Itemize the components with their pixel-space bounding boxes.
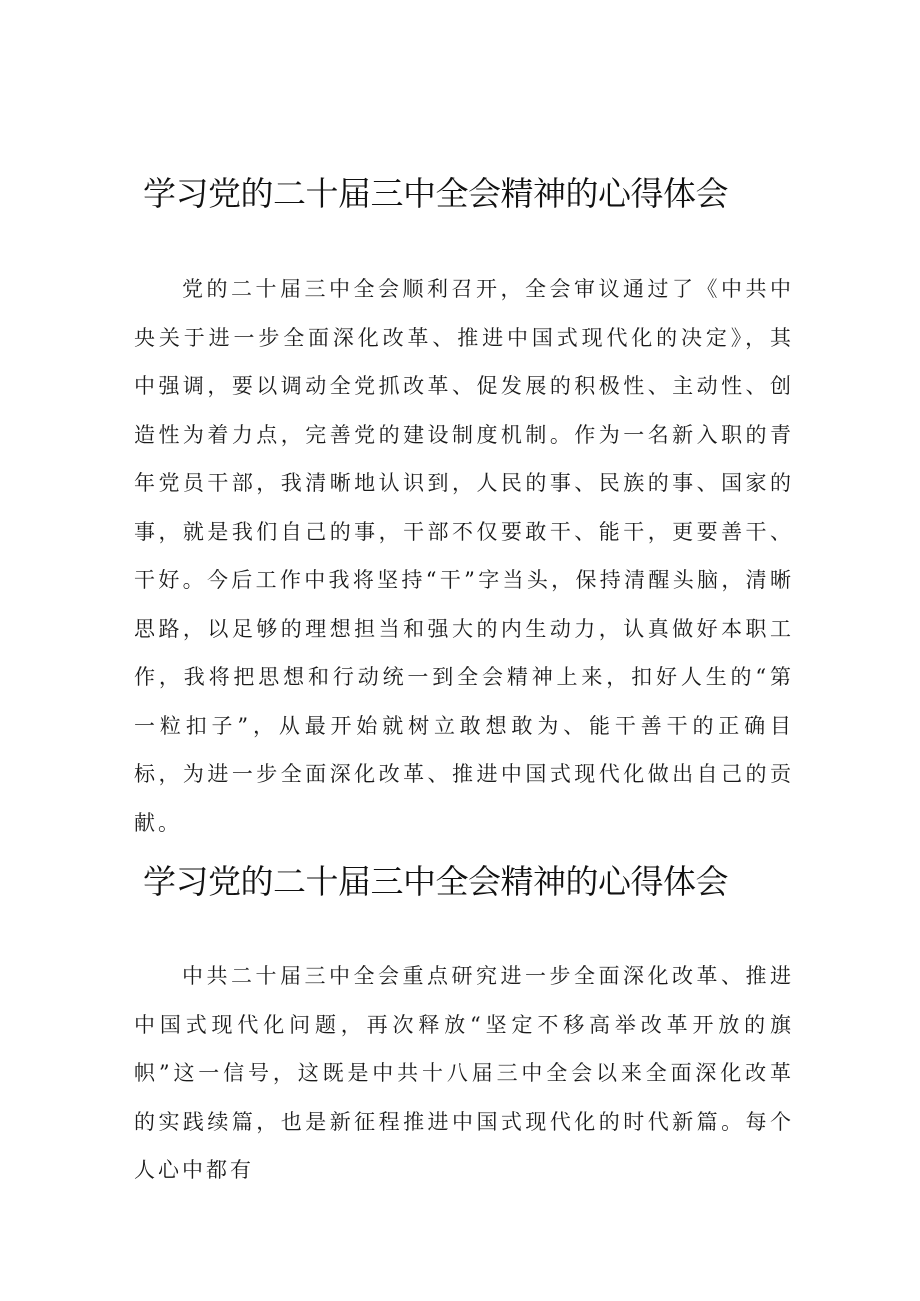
- section-paragraph: 中共二十届三中全会重点研究进一步全面深化改革、推进中国式现代化问题，再次释放“坚定不移高举改革开放的旗帜”这一信号，这既是中共十八届三中全会以来全面深化改革的实践续篇，也是新征程推进中国式现代化的时代新篇。每个人心中都有: [134, 964, 794, 1182]
- section-title: 学习党的二十届三中全会精神的心得体会: [143, 174, 728, 213]
- section-title: 学习党的二十届三中全会精神的心得体会: [143, 862, 728, 901]
- section-paragraph: 党的二十届三中全会顺利召开，全会审议通过了《中共中央关于进一步全面深化改革、推进中国式现代化的决定》，其中强调，要以调动全党抓改革、促发展的积极性、主动性、创造性为着力点，完善党的建设制度机制。作为一名新入职的青年党员干部，我清晰地认识到，人民的事、民族的事、国家的事，就是我们自己的事，干部不仅要敢干、能干，更要善干、干好。今后工作中我将坚持“干”字当头，保持清醒头脑，清晰思路，以足够的理想担当和强大的内生动力，认真做好本职工作，我将把思想和行动统一到全会精神上来，扣好人生的“第一粒扣子”，从最开始就树立敢想敢为、能干善干的正确目标，为进一步全面深化改革、推进中国式现代化做出自己的贡献。: [134, 277, 794, 835]
